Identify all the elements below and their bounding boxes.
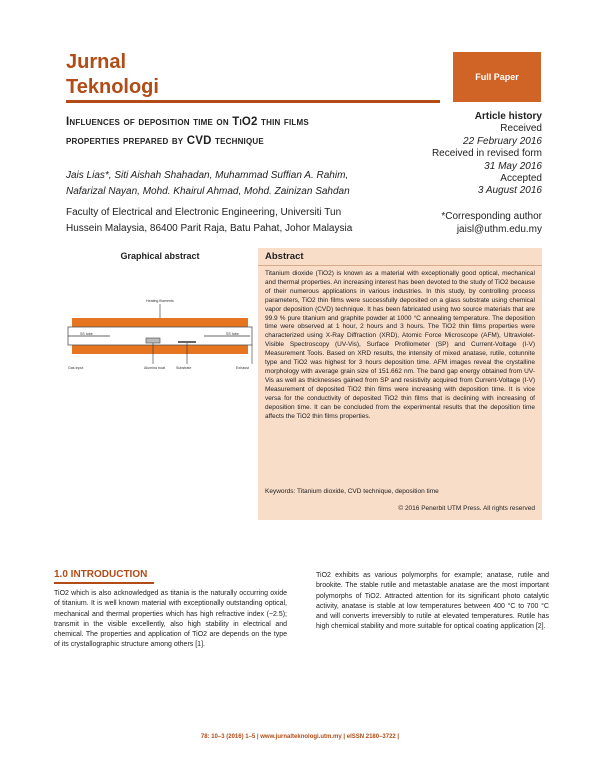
- label-exhaust: Exhaust: [236, 366, 249, 370]
- article-title: [66, 113, 421, 151]
- corresponding-email[interactable]: jaisl@uthm.edu.my: [456, 224, 542, 235]
- label-alumina: Alumina boat: [144, 366, 165, 370]
- substrate: [178, 341, 196, 343]
- corresponding-label: *Corresponding author: [441, 211, 542, 222]
- label-gas: Gas input: [68, 366, 84, 370]
- label-ss-right: SS tube: [226, 332, 239, 336]
- introduction-heading: 1.0 INTRODUCTION: [54, 569, 148, 580]
- abstract-box: [258, 248, 542, 520]
- page-footer: 78: 10–3 (2016) 1–5 | www.jurnalteknologi.utm.my | eISSN 2180–3722 |: [200, 734, 400, 740]
- introduction-rule: [54, 582, 154, 584]
- abstract-keywords: Keywords: Titanium dioxide, CVD technique, deposition time: [265, 488, 439, 495]
- journal-name: [66, 50, 159, 100]
- revised-label: Received in revised form: [431, 148, 542, 160]
- authors: [66, 168, 406, 199]
- heating-filament-top: [72, 318, 248, 327]
- introduction-paragraph-right: TiO2 exhibits as various polymorphs for example; anatase, rutile and brookite. The stable rutile and metastable anatase are the most important polymorphs of TiO2. Attracted attention for its significant photo catalytic activity, anatase is stable at low temperatures between 400 °C to 700 °C and will converts irreversibly to rutile at elevated temperatures. Rutile has high chemical stability and more suitable for optical coating application [2].: [316, 572, 549, 631]
- authors-line1: Jais Lias*, Siti Aishah Shahadan, Muhammad Suffian A. Rahim,: [66, 170, 349, 181]
- authors-line2: Nafarizal Nayan, Mohd. Khairul Ahmad, Mohd. Zainizan Sahdan: [66, 185, 350, 197]
- accepted-label: Accepted: [500, 173, 542, 185]
- article-history: [416, 111, 542, 198]
- introduction-paragraph-left: TiO2 which is also acknowledged as titania is the naturally occurring oxide of titanium. It is well known material with exceptionally outstanding optical, mechanical and thermal properties which has high refractive index (~2.5); transmit in the visible excellently, also high stability in electrical and chemical. The properties and application of TiO2 are depends on the type of its crystallographic structure among others [1].: [54, 590, 287, 649]
- received-label: Received: [500, 123, 542, 135]
- abstract-copyright: © 2016 Penerbit UTM Press. All rights reserved: [398, 505, 535, 512]
- abstract-heading: Abstract: [265, 251, 304, 262]
- label-substrate: Substrate: [176, 366, 192, 370]
- graphical-abstract-heading: Graphical abstract: [120, 251, 200, 261]
- journal-name-line2: Teknologi: [66, 76, 159, 98]
- graphical-abstract: [66, 262, 254, 472]
- paper-type-badge: Full Paper: [453, 52, 541, 102]
- accepted-date: 3 August 2016: [477, 185, 542, 197]
- header-rule: [66, 100, 440, 103]
- cvd-furnace-diagram: [66, 262, 254, 472]
- history-heading: Article history: [474, 111, 542, 122]
- journal-name-line1: Jurnal: [66, 51, 127, 73]
- received-date: 22 February 2016: [463, 135, 542, 147]
- affiliation-line1: Faculty of Electrical and Electronic Engineering, Universiti Tun: [66, 207, 342, 218]
- revised-date: 31 May 2016: [484, 160, 542, 172]
- alumina-boat: [146, 338, 160, 343]
- corresponding-author: [416, 210, 542, 236]
- label-ss-left: SS tube: [80, 332, 93, 336]
- title-line2: properties prepared by CVD technique: [66, 135, 264, 147]
- heating-filament-bottom: [72, 345, 248, 354]
- abstract-text: Titanium dioxide (TiO2) is known as a material with exceptionally good optical, mechanical and thermal properties. An increasing interest has been devoted to the study of TiO2 because of their numerous applications in various industries. In this study, by controlling process parameters, TiO2 thin films were successfully deposited on a glass substrate using chemical vapor deposition (CVD) technique. It has been fabricated using two source materials that are 99.9 % pure titanium and graphite powder at 1000 °C annealing temperature. The deposition time were observed at 1 hour, 2 hours and 3 hours. The TiO2 thin films properties were characterized using X-Ray Diffraction (XRD), Atomic Force Microscope (AFM), Ultraviolet-Visible Spectroscopy (UV-Vis), Surface Profilometer (SP) and Current-Voltage (I-V) Measurement Tools. Based on XRD results, the intensity of mixed anatase, rutile, cotunnite type and TiO2 was highest for 3 hours deposition time. AFM images reveal the crystalline morphology with average grain size of 151.662 nm. The band gap energy obtained from UV-Vis as well as thicknesses gained from SP and resistivity acquired from Current-Voltage (I-V) Measurement of deposited TiO2 thin films were increasing with deposition time. It is vice versa for the conductivity of deposited TiO2 thin films that is declining with increasing of deposition time. It can be concluded from the experimental results that the deposition time affects the TiO2 thin films properties.: [265, 270, 535, 420]
- affiliation: [66, 205, 421, 236]
- abstract-rule: [258, 265, 542, 266]
- affiliation-line2: Hussein Malaysia, 86400 Parit Raja, Batu Pahat, Johor Malaysia: [66, 222, 353, 234]
- label-heating: Heating filaments: [146, 299, 174, 303]
- title-line1: Influences of deposition time on TiO2 thin films: [66, 116, 309, 128]
